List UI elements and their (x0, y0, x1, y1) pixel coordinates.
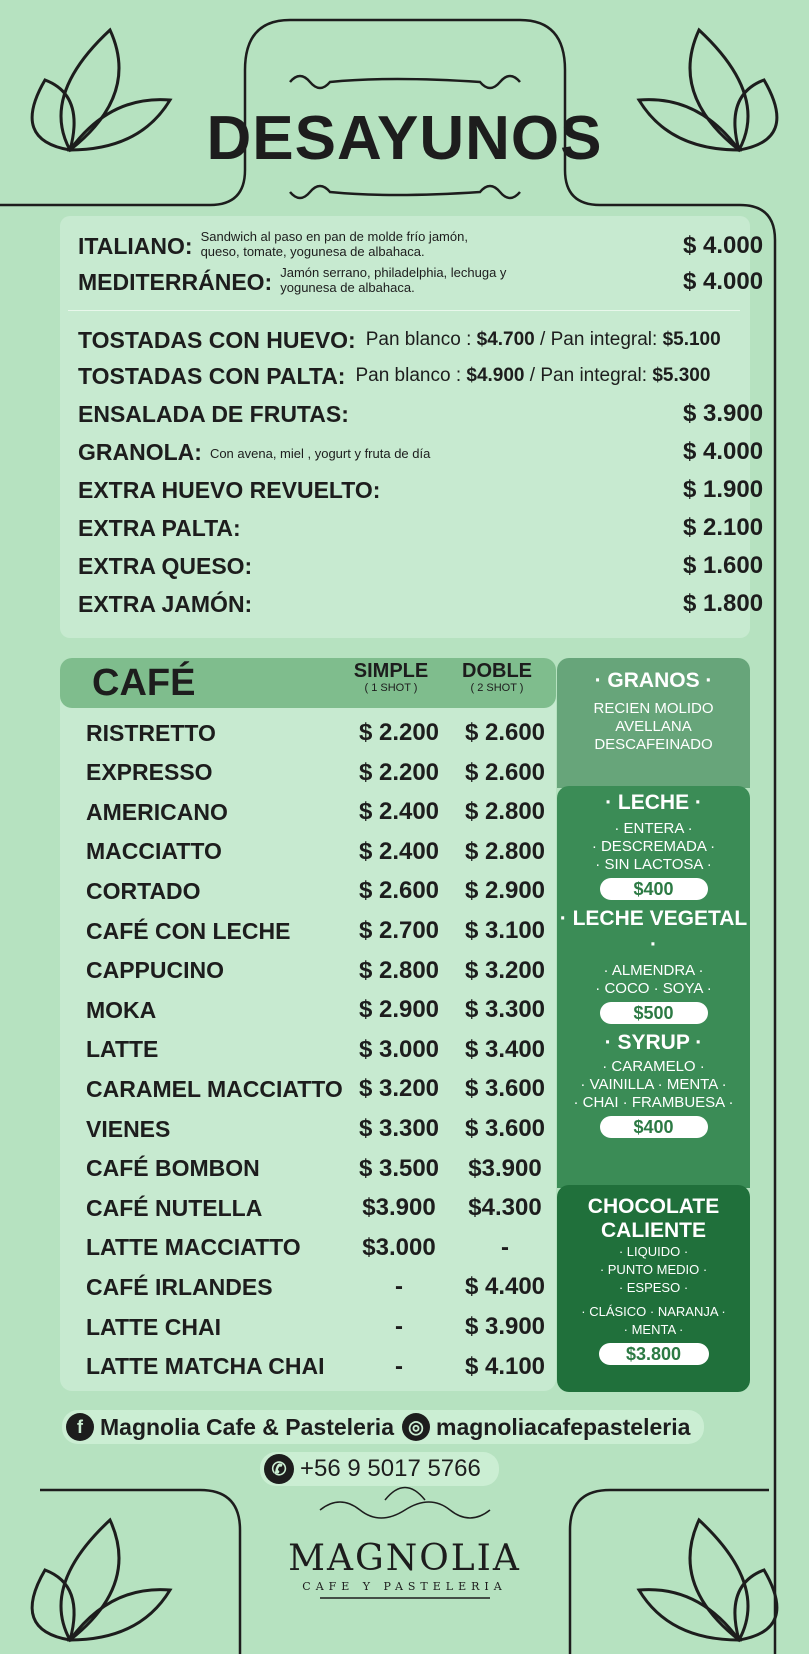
cafe-row (86, 1110, 546, 1148)
item-price: $ 4.000 (683, 232, 764, 259)
cafe-item-name: LATTE MACCIATTO (86, 1234, 301, 1261)
cafe-row (86, 1189, 546, 1227)
item-name: GRANOLA: (78, 438, 202, 465)
facebook-handle: Magnolia Cafe & Pasteleria (100, 1413, 394, 1440)
item-name: EXTRA QUESO: (78, 552, 253, 579)
leche-vegetal-title: · LECHE VEGETAL · (559, 907, 748, 956)
phone-number: +56 9 5017 5766 (300, 1455, 481, 1482)
cafe-item-name: RISTRETTO (86, 719, 216, 746)
cafe-row (86, 793, 546, 831)
col-header-simple: SIMPLE ( 1 SHOT ) (353, 660, 429, 694)
cafe-price-simple: $ 2.200 (358, 719, 440, 746)
item-name: EXTRA PALTA: (78, 514, 241, 541)
cafe-item-name: AMERICANO (86, 798, 228, 825)
granos-line: AVELLANA (615, 718, 692, 735)
cafe-item-name: LATTE (86, 1036, 159, 1063)
cafe-price-doble: $ 3.200 (464, 956, 546, 984)
cafe-price-simple: $ 3.500 (358, 1154, 440, 1182)
leche-vegetal-price: $500 (600, 1002, 708, 1024)
cafe-price-doble: $ 3.600 (464, 1115, 546, 1142)
facebook-icon: f (66, 1413, 94, 1441)
cafe-row (86, 952, 546, 990)
brand-subtitle: CAFE Y PASTELERIA (302, 1580, 507, 1593)
cafe-price-doble: $3.900 (468, 1154, 542, 1182)
cafe-price-doble: $ 3.400 (464, 1035, 546, 1063)
phone-link[interactable] (260, 1452, 499, 1486)
item-price: $ 3.900 (683, 400, 764, 427)
cafe-row (86, 1229, 546, 1267)
instagram-icon: ◎ (402, 1413, 430, 1441)
item-price: $ 1.900 (683, 476, 764, 503)
cafe-item-name: MACCIATTO (86, 838, 222, 865)
item-name: ENSALADA DE FRUTAS: (78, 400, 349, 427)
syrup-title: · SYRUP · (604, 1031, 703, 1054)
item-name: EXTRA HUEVO REVUELTO: (78, 476, 381, 503)
cafe-price-doble: $ 2.800 (464, 798, 546, 826)
item-price: $ 4.000 (683, 268, 764, 295)
chocolate-title-2: CALIENTE (601, 1219, 706, 1242)
item-price: $ 1.800 (683, 590, 764, 617)
item-name: ITALIANO: (78, 232, 193, 259)
breakfast-item-tostadas-palta (78, 358, 809, 394)
breakfast-item-extra-queso (78, 548, 809, 584)
leche-box (557, 786, 750, 1188)
cafe-price-simple: - (395, 1313, 403, 1340)
syrup-line: · CARAMELO · (602, 1058, 705, 1075)
cafe-row (86, 991, 546, 1029)
cafe-row (86, 1308, 546, 1346)
cafe-item-name: CAFÉ IRLANDES (86, 1273, 273, 1300)
cafe-row (86, 754, 546, 792)
cafe-item-name: CAFÉ BOMBON (86, 1155, 260, 1182)
divider (68, 310, 740, 311)
cafe-price-simple: $ 2.200 (358, 758, 440, 786)
chocolate-line: · PUNTO MEDIO · (599, 1262, 708, 1277)
cafe-price-doble: $ 2.600 (464, 758, 546, 786)
leche-title: · LECHE · (605, 791, 702, 814)
leche-vegetal-line: · COCO · SOYA · (595, 980, 712, 997)
breakfast-item-granola (78, 434, 809, 470)
breakfast-item-extra-jamon (78, 586, 809, 622)
cafe-price-simple: $3.000 (362, 1233, 436, 1261)
syrup-line: · VAINILLA · MENTA · (580, 1076, 727, 1093)
granos-box (557, 658, 750, 788)
cafe-price-simple: $ 2.400 (358, 798, 440, 826)
cafe-item-name: EXPRESSO (86, 759, 213, 786)
item-name: TOSTADAS CON HUEVO: (78, 326, 356, 353)
item-price: $ 2.100 (683, 514, 764, 541)
chocolate-title: CHOCOLATE (587, 1195, 720, 1218)
cafe-price-doble: $ 4.400 (464, 1273, 546, 1301)
leche-vegetal-line: · ALMENDRA · (603, 962, 704, 979)
cafe-item-name: VIENES (86, 1115, 171, 1142)
cafe-price-doble: $ 2.900 (464, 877, 546, 905)
breakfast-item-ensalada (78, 396, 809, 432)
breakfast-item-tostadas-huevo (78, 322, 809, 358)
item-name: EXTRA JAMÓN: (78, 590, 253, 617)
page-title: DESAYUNOS (206, 104, 603, 173)
cafe-price-doble: $ 4.100 (464, 1352, 546, 1380)
breakfast-item-extra-huevo (78, 472, 809, 508)
cafe-row (86, 1031, 546, 1069)
breakfast-item-extra-palta (78, 510, 809, 546)
instagram-handle: magnoliacafepasteleria (436, 1413, 691, 1440)
cafe-row (86, 1348, 546, 1386)
leche-price: $400 (600, 878, 708, 900)
leche-line: · SIN LACTOSA · (595, 856, 712, 873)
cafe-row (86, 833, 546, 871)
breakfast-item-mediterraneo (78, 264, 809, 300)
cafe-item-name: CAFÉ NUTELLA (86, 1194, 263, 1221)
cafe-price-doble: $ 2.800 (464, 837, 546, 865)
cafe-item-name: LATTE MATCHA CHAI (86, 1353, 325, 1380)
cafe-row (86, 1070, 546, 1108)
breakfast-item-italiano (78, 228, 809, 264)
facebook-link[interactable] (62, 1410, 704, 1444)
chocolate-box (557, 1185, 750, 1392)
cafe-price-simple: $ 2.700 (358, 917, 440, 944)
cafe-item-name: CORTADO (86, 877, 201, 904)
cafe-item-name: CAPPUCINO (86, 957, 225, 984)
cafe-price-doble: $4.300 (468, 1194, 542, 1222)
granos-line: RECIEN MOLIDO (593, 700, 714, 717)
cafe-item-name: CAFÉ CON LECHE (86, 917, 291, 944)
cafe-price-simple: $ 2.800 (358, 956, 440, 984)
cafe-row (86, 872, 546, 910)
granos-line: DESCAFEINADO (594, 736, 713, 753)
chocolate-line: · LIQUIDO · (618, 1244, 689, 1259)
leche-line: · DESCREMADA · (591, 838, 716, 855)
cafe-item-name: LATTE CHAI (86, 1313, 222, 1340)
chocolate-flavor: · MENTA · (623, 1322, 684, 1337)
cafe-price-simple: $ 2.600 (358, 877, 440, 905)
cafe-title: CAFÉ (92, 662, 196, 704)
cafe-price-simple: $ 2.900 (358, 996, 440, 1024)
cafe-row (86, 1268, 546, 1306)
cafe-price-doble: $ 3.100 (464, 917, 546, 944)
item-variants: Pan blanco : $4.700 / Pan integral: $5.100 (365, 329, 721, 350)
whatsapp-icon: ✆ (264, 1454, 294, 1484)
cafe-row (86, 714, 546, 752)
cafe-price-simple: $ 3.300 (358, 1115, 440, 1142)
cafe-item-name: CARAMEL MACCIATTO (86, 1075, 343, 1102)
item-name: MEDITERRÁNEO: (78, 268, 273, 295)
item-desc: Jamón serrano, philadelphia, lechuga y yogunesa de albahaca. (280, 265, 507, 295)
cafe-price-doble: $ 2.600 (464, 719, 546, 746)
cafe-price-simple: $3.900 (362, 1194, 436, 1222)
cafe-row (86, 912, 546, 950)
cafe-price-doble: $ 3.300 (464, 996, 546, 1024)
chocolate-price: $3.800 (599, 1343, 709, 1365)
cafe-price-doble: $ 3.600 (464, 1075, 546, 1103)
chocolate-flavor: · CLÁSICO · NARANJA · (581, 1304, 726, 1319)
syrup-price: $400 (600, 1116, 708, 1138)
brand-logo-text: MAGNOLIA (288, 1538, 521, 1579)
granos-title: · GRANOS · (594, 669, 713, 692)
cafe-price-simple: - (395, 1273, 403, 1301)
cafe-price-simple: $ 3.000 (358, 1035, 440, 1063)
cafe-price-doble: $ 3.900 (464, 1313, 546, 1340)
chocolate-line: · ESPESO · (618, 1280, 689, 1295)
item-variants: Pan blanco : $4.900 / Pan integral: $5.300 (355, 365, 711, 386)
col-header-doble: DOBLE ( 2 SHOT ) (462, 660, 532, 694)
item-desc: Sandwich al paso en pan de molde frío jamón, queso, tomate, yogunesa de albahaca. (200, 229, 468, 259)
cafe-price-simple: $ 2.400 (358, 837, 440, 865)
cafe-price-simple: - (395, 1352, 403, 1380)
leche-line: · ENTERA · (614, 820, 693, 837)
cafe-item-name: MOKA (86, 996, 157, 1023)
item-price: $ 1.600 (683, 552, 764, 579)
cafe-price-simple: $ 3.200 (358, 1075, 440, 1103)
item-price: $ 4.000 (683, 438, 764, 465)
cafe-row (86, 1150, 546, 1188)
syrup-line: · CHAI · FRAMBUESA · (573, 1094, 734, 1111)
item-name: TOSTADAS CON PALTA: (78, 362, 346, 389)
item-desc: Con avena, miel , yogurt y fruta de día (209, 445, 431, 461)
cafe-price-doble: - (501, 1233, 509, 1261)
